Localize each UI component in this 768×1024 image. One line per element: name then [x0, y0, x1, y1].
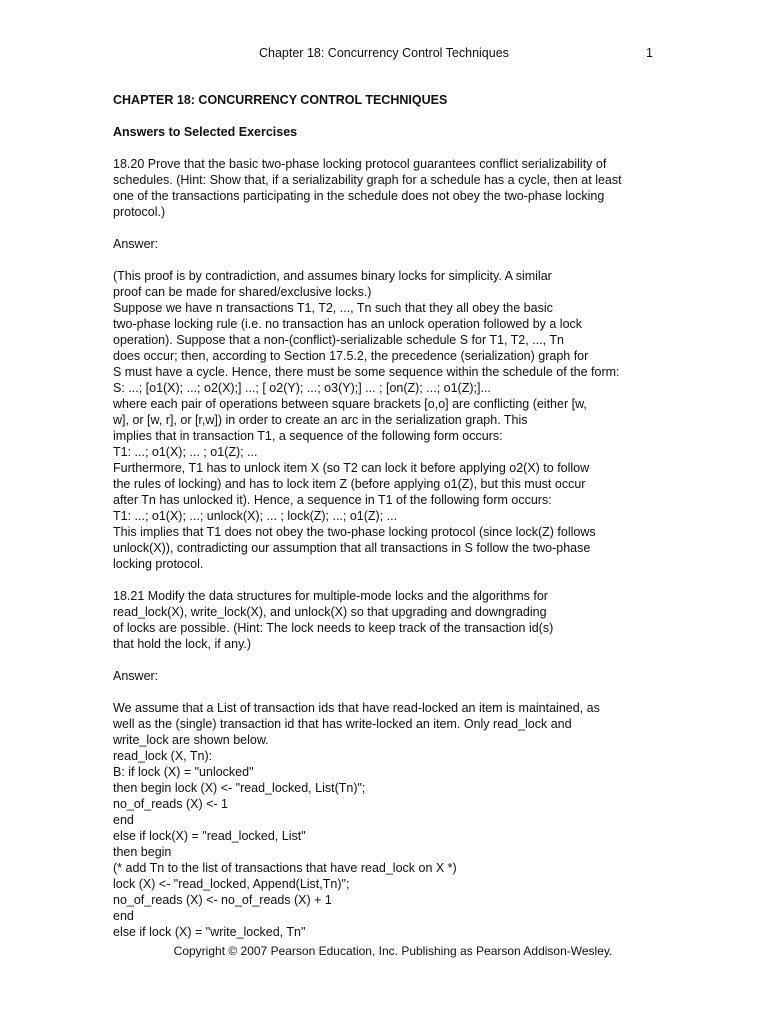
- paragraph-line: read_lock(X), write_lock(X), and unlock(X) so that upgrading and downgrading: [113, 605, 547, 619]
- paragraph-line: proof can be made for shared/exclusive locks.): [113, 285, 372, 299]
- paragraph-line: Furthermore, T1 has to unlock item X (so T2 can lock it before applying o2(X) to follow: [113, 461, 590, 475]
- code-line: no_of_reads (X) <- no_of_reads (X) + 1: [113, 893, 332, 907]
- spacer: [113, 684, 658, 700]
- page-header: [0, 46, 768, 64]
- code-line: (* add Tn to the list of transactions that have read_lock on X *): [113, 861, 457, 875]
- paragraph-line: T1: ...; o1(X); ... ; o1(Z); ...: [113, 445, 258, 459]
- paragraph-line: protocol.): [113, 205, 166, 219]
- paragraph-line: S: ...; [o1(X); ...; o2(X);] ...; [ o2(Y); ...; o3(Y);] ... ; [on(Z); ...; o1(Z);]...: [113, 381, 491, 395]
- exercise-18-20-answer: [113, 268, 658, 572]
- paragraph-line: one of the transactions participating in the schedule does not obey the two-phase locking: [113, 189, 605, 203]
- page-number: 1: [646, 46, 653, 60]
- code-line: else if lock (X) = "write_locked, Tn": [113, 925, 306, 939]
- code-line: then begin: [113, 845, 172, 859]
- paragraph-line: that hold the lock, if any.): [113, 637, 252, 651]
- page-footer: [0, 944, 768, 958]
- code-line: lock (X) <- "read_locked, Append(List,Tn)";: [113, 877, 350, 891]
- exercise-18-21-question: [113, 588, 658, 652]
- paragraph-line: the rules of locking) and has to lock item Z (before applying o1(Z), but this must occur: [113, 477, 586, 491]
- exercise-18-21-answer: [113, 700, 658, 940]
- exercise-18-20-question: [113, 156, 658, 220]
- spacer: [113, 108, 658, 124]
- copyright-notice: Copyright © 2007 Pearson Education, Inc. Publishing as Pearson Addison-Wesley.: [173, 944, 613, 958]
- code-line: no_of_reads (X) <- 1: [113, 797, 228, 811]
- running-header-title: Chapter 18: Concurrency Control Techniques: [259, 46, 509, 60]
- paragraph-line: T1: ...; o1(X); ...; unlock(X); ... ; lock(Z); ...; o1(Z); ...: [113, 509, 398, 523]
- paragraph-line: operation). Suppose that a non-(conflict)-serializable schedule S for T1, T2, ..., Tn: [113, 333, 564, 347]
- paragraph-line: We assume that a List of transaction ids that have read-locked an item is maintained, as: [113, 701, 600, 715]
- paragraph-line: 18.20 Prove that the basic two-phase locking protocol guarantees conflict serializability of: [113, 157, 607, 171]
- paragraph-line: write_lock are shown below.: [113, 733, 269, 747]
- paragraph-line: unlock(X)), contradicting our assumption that all transactions in S follow the two-phase: [113, 541, 591, 555]
- spacer: [113, 572, 658, 588]
- spacer: [113, 252, 658, 268]
- section-title: Answers to Selected Exercises: [113, 125, 298, 139]
- paragraph-line: does occur; then, according to Section 17.5.2, the precedence (serialization) graph for: [113, 349, 589, 363]
- answer-label: Answer:: [113, 669, 159, 683]
- document-body: [113, 92, 658, 940]
- spacer: [113, 220, 658, 236]
- paragraph-line: implies that in transaction T1, a sequence of the following form occurs:: [113, 429, 503, 443]
- paragraph-line: 18.21 Modify the data structures for multiple-mode locks and the algorithms for: [113, 589, 548, 603]
- paragraph-line: Suppose we have n transactions T1, T2, ..., Tn such that they all obey the basic: [113, 301, 553, 315]
- code-line: then begin lock (X) <- "read_locked, List(Tn)";: [113, 781, 366, 795]
- paragraph-line: w], or [w, r], or [r,w]) in order to create an arc in the serialization graph. This: [113, 413, 528, 427]
- paragraph-line: after Tn has unlocked it). Hence, a sequence in T1 of the following form occurs:: [113, 493, 552, 507]
- paragraph-line: (This proof is by contradiction, and assumes binary locks for simplicity. A similar: [113, 269, 552, 283]
- code-line: else if lock(X) = "read_locked, List": [113, 829, 306, 843]
- code-line: B: if lock (X) = "unlocked": [113, 765, 254, 779]
- answer-label: Answer:: [113, 237, 159, 251]
- code-line: end: [113, 909, 134, 923]
- paragraph-line: where each pair of operations between square brackets [o,o] are conflicting (either [w,: [113, 397, 587, 411]
- paragraph-line: This implies that T1 does not obey the two-phase locking protocol (since lock(Z) follows: [113, 525, 596, 539]
- chapter-title: CHAPTER 18: CONCURRENCY CONTROL TECHNIQUES: [113, 93, 448, 107]
- paragraph-line: two-phase locking rule (i.e. no transaction has an unlock operation followed by a lock: [113, 317, 583, 331]
- spacer: [113, 652, 658, 668]
- spacer: [113, 140, 658, 156]
- paragraph-line: S must have a cycle. Hence, there must be some sequence within the schedule of the form:: [113, 365, 620, 379]
- code-line: read_lock (X, Tn):: [113, 749, 213, 763]
- paragraph-line: schedules. (Hint: Show that, if a serializability graph for a schedule has a cycle, then at least: [113, 173, 622, 187]
- paragraph-line: of locks are possible. (Hint: The lock needs to keep track of the transaction id(s): [113, 621, 554, 635]
- paragraph-line: well as the (single) transaction id that has write-locked an item. Only read_lock and: [113, 717, 572, 731]
- paragraph-line: locking protocol.: [113, 557, 204, 571]
- code-line: end: [113, 813, 134, 827]
